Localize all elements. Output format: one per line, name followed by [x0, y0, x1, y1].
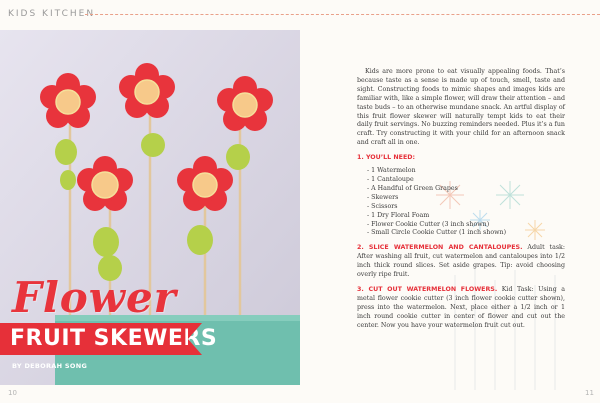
step-slice	[357, 244, 565, 280]
step-cut	[357, 286, 565, 331]
page-number-right: 11	[585, 389, 594, 397]
page-header	[0, 0, 600, 26]
section-heading-you-need: 1. YOU’LL NEED:	[357, 154, 415, 162]
step-cut-text: Kid Task: Using a metal flower cookie cutter (3 inch flower cookie cutter shown), press into the watermelon. Next, place either a 1/2 inch or 1 inch round cookie cutter in center of flower and cut out the center. Now you have your watermelon fruit cut out.	[357, 285, 565, 329]
list-item: - 1 Watermelon	[367, 167, 416, 175]
list-item: - A Handful of Green Grapes	[367, 184, 458, 192]
title-main: FRUIT SKEWERS	[10, 326, 218, 351]
step-slice-text: Adult task: After washing all fruit, cut watermelon and cantaloupes into 1/2 inch thick round slices. Set aside grapes. Tip: avoid choosing overly ripe fruit.	[357, 244, 565, 279]
page-number-left: 10	[8, 389, 17, 397]
ingredient-list	[367, 167, 565, 238]
byline: BY DEBORAH SONG	[12, 362, 88, 370]
list-item: - 1 Dry Floral Foam	[367, 211, 430, 219]
article-body	[357, 68, 565, 330]
list-item: - 1 Cantaloupe	[367, 175, 414, 183]
header-divider	[85, 14, 600, 15]
article-intro: Kids are more prone to eat visually appealing foods. That’s because taste as a sense is made up of touch, smell, taste and sight. Constructing foods to mimic shapes and images kids are familiar with, like a simple flower, will draw their attention – and taste buds – to an otherwise mundane snack. An artful display of this fruit flower skewer will naturally tempt kids to eat their daily fruit servings. No buzzing reminders needed. Plus it’s a fun craft. Try constructing it with your child for an afternoon snack and craft all in one.	[357, 68, 565, 147]
list-item: - Flower Cookie Cutter (3 inch shown)	[367, 220, 490, 228]
banner-notch	[188, 323, 202, 355]
list-item: - Skewers	[367, 193, 399, 201]
title-banner	[0, 323, 218, 355]
title-script: Flower	[12, 273, 177, 322]
list-item: - Scissors	[367, 202, 398, 210]
section-title: KIDS KITCHEN	[8, 9, 96, 19]
step-slice-heading: 2. SLICE WATERMELON AND CANTALOUPES.	[357, 244, 523, 252]
list-item: - Small Circle Cookie Cutter (1 inch shown)	[367, 229, 507, 237]
step-cut-heading: 3. CUT OUT WATERMELON FLOWERS.	[357, 285, 498, 293]
